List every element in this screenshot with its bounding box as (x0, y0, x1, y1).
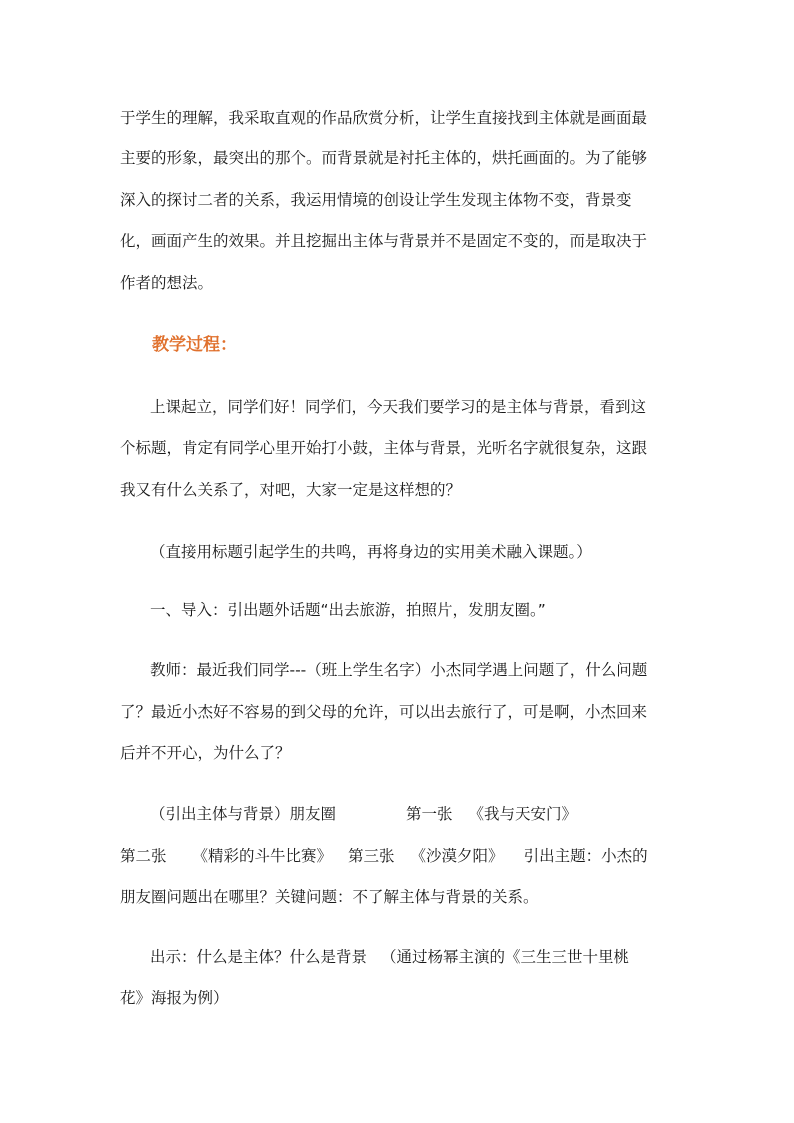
teacher-line-2: 了？最近小杰好不容易的到父母的允许，可以出去旅行了，可是啊，小杰回来 (120, 703, 648, 721)
photo-three-label: 第三张 (348, 847, 395, 865)
theme-intro: 引出主题：小杰的 (523, 847, 648, 865)
intro-line-4: 化，画面产生的效果。并且挖掘出主体与背景并不是固定不变的，而是取决于 (120, 232, 648, 250)
moments-line-3: 朋友圈问题出在哪里？关键问题：不了解主体与背景的关系。 (120, 888, 539, 906)
photo-three-title: 《沙漠夕阳》 (410, 847, 504, 865)
teacher-line-3: 后并不开心，为什么了？ (120, 744, 291, 762)
photo-one-title: 《我与天安门》 (468, 805, 578, 823)
moments-lead: （引出主体与背景）朋友圈 (150, 805, 337, 823)
teaching-note: （直接用标题引起学生的共鸣，再将身边的实用美术融入课题。） (150, 543, 592, 561)
teacher-line-1: 教师：最近我们同学---（班上学生名字）小杰同学遇上问题了，什么问题 (150, 661, 648, 679)
opening-line-3: 我又有什么关系了，对吧，大家一定是这样想的？ (120, 481, 462, 499)
intro-line-2: 主要的形象，最突出的那个。而背景就是衬托主体的，烘托画面的。为了能够 (120, 149, 648, 167)
section-heading: 教学过程： (152, 335, 237, 355)
opening-line-1: 上课起立，同学们好！同学们，今天我们要学习的是主体与背景，看到这 (150, 398, 647, 416)
opening-line-2: 个标题，肯定有同学心里开始打小鼓，主体与背景，光听名字就很复杂，这跟 (120, 439, 648, 457)
moments-line-2 (120, 846, 648, 866)
show-line-2: 花》海报为例） (120, 989, 229, 1007)
moments-line-1 (150, 804, 577, 824)
photo-two-title: 《精彩的斗牛比赛》 (192, 847, 333, 865)
show-question: 出示：什么是主体？什么是背景 (150, 948, 368, 966)
photo-one-label: 第一张 (406, 805, 453, 823)
photo-two-label: 第二张 (120, 847, 167, 865)
intro-line-5: 作者的想法。 (120, 274, 214, 292)
show-line-1 (150, 947, 629, 967)
show-example: （通过杨幂主演的《三生三世十里桃 (381, 948, 630, 966)
intro-line-1: 于学生的理解，我采取直观的作品欣赏分析，让学生直接找到主体就是画面最 (120, 109, 648, 127)
intro-line-3: 深入的探讨二者的关系，我运用情境的创设让学生发现主体物不变，背景变 (120, 191, 632, 209)
step-one-intro: 一、导入：引出题外话题“出去旅游，拍照片，发朋友圈。” (150, 601, 546, 619)
